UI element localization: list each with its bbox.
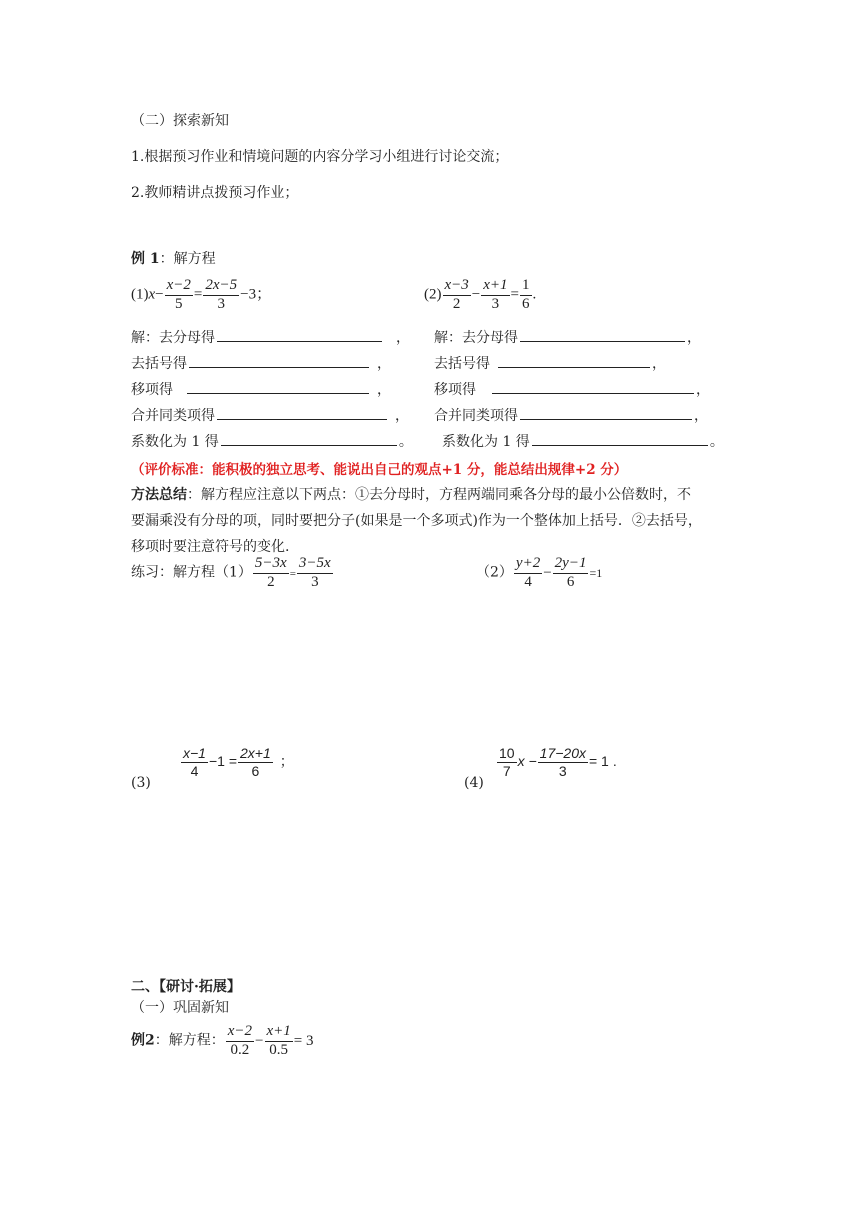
comma: ， — [652, 356, 666, 372]
comma: ， — [377, 356, 391, 372]
problem-3-equation — [180, 746, 294, 778]
eq2-equals: = — [510, 286, 519, 303]
practice-2 — [476, 556, 602, 591]
right-step-5 — [442, 431, 724, 451]
practice-2-label: （2） — [476, 564, 513, 581]
left-step-5 — [131, 431, 413, 451]
right-step-4 — [434, 405, 708, 425]
eq1-f2-num: 2x−5 — [203, 278, 239, 296]
right-step-3-label: 移项得 — [434, 382, 476, 398]
method-label: 方法总结 — [131, 487, 187, 503]
ex2-minus: − — [255, 1032, 264, 1049]
practice-2-fraction-1 — [514, 556, 542, 591]
eq2-f1-den: 2 — [452, 295, 461, 312]
ex2-f1-den: 0.2 — [230, 1041, 250, 1058]
right-step-5-label: 系数化为 1 得 — [442, 434, 530, 450]
eq2-fraction-3 — [520, 278, 532, 313]
example-1-heading — [131, 248, 216, 268]
example-1-text: ：解方程 — [159, 251, 216, 267]
comma: ， — [395, 408, 409, 424]
eq1-fraction-2 — [203, 278, 239, 313]
right-step-2-label: 去括号得 — [434, 356, 490, 372]
eq1-f2-den: 3 — [217, 295, 226, 312]
left-step-3-label: 移项得 — [131, 382, 173, 398]
p4-fraction-2 — [538, 746, 588, 778]
problem-4-equation — [496, 746, 617, 778]
eq2-prefix: (2) — [424, 286, 442, 303]
comma: ， — [694, 408, 708, 424]
left-step-2-label: 去括号得 — [131, 356, 187, 372]
comma: ， — [687, 330, 701, 346]
q1-num: y+2 — [514, 556, 542, 574]
ex2-f2-num: x+1 — [265, 1024, 293, 1042]
left-step-3 — [131, 379, 391, 399]
comma: ， — [377, 382, 391, 398]
p3-fraction-1 — [181, 746, 208, 778]
p4-f2-num: 17−20x — [539, 745, 586, 761]
p2-num: 3−5x — [297, 556, 333, 574]
right-step-1-label: 解：去分母得 — [434, 330, 518, 346]
problem-4-label: (4) — [464, 775, 484, 791]
method-text-1: ：解方程应注意以下两点：①去分母时，方程两端同乘各分母的最小公倍数时，不 — [187, 487, 691, 503]
left-step-1 — [131, 327, 410, 347]
q1-den: 4 — [524, 573, 532, 590]
right-step-1 — [434, 327, 701, 347]
step-2: 2.教师精讲点拨预习作业； — [131, 185, 299, 201]
eq1-fraction-1 — [165, 278, 193, 313]
example-2-text: ：解方程： — [154, 1032, 225, 1049]
left-step-1-label: 解：去分母得 — [131, 330, 215, 346]
answer-blank[interactable] — [217, 418, 387, 420]
comma: ， — [396, 330, 410, 346]
p4-x: x − — [517, 752, 537, 769]
problem-3-label: (3) — [131, 775, 151, 791]
left-step-4-label: 合并同类项得 — [131, 408, 215, 424]
p1-num: 5−3x — [253, 556, 289, 574]
p4-f1-num: 10 — [499, 745, 515, 761]
eq2-f2-num: x+1 — [481, 278, 509, 296]
eq2-minus: − — [471, 286, 481, 303]
eq1-f1-den: 5 — [175, 295, 183, 312]
ex2-rhs: = 3 — [293, 1032, 314, 1049]
q2-den: 6 — [566, 573, 575, 590]
p1-den: 2 — [267, 573, 275, 590]
answer-blank[interactable] — [221, 444, 397, 446]
answer-blank[interactable] — [532, 444, 708, 446]
step-1: 1.根据预习作业和情境问题的内容分学习小组进行讨论交流； — [131, 149, 509, 165]
eq2-tail: . — [532, 286, 537, 303]
eq2-f3-den: 6 — [522, 295, 530, 312]
section-2-heading: 二、【研讨·拓展】 — [131, 979, 241, 995]
answer-blank[interactable] — [217, 340, 382, 342]
p3-tail: ； — [279, 752, 294, 769]
practice-1-equals: = — [289, 567, 296, 580]
answer-blank[interactable] — [520, 340, 685, 342]
equation-2 — [424, 278, 536, 313]
answer-blank[interactable] — [492, 392, 694, 394]
eq2-f3-num: 1 — [520, 278, 532, 296]
p3-middle: −1 = — [208, 752, 237, 769]
practice-1-fraction-2 — [297, 556, 333, 591]
practice-2-rhs: =1 — [589, 565, 603, 580]
answer-blank[interactable] — [187, 392, 369, 394]
answer-blank[interactable] — [498, 366, 650, 368]
section-explore: （二）探索新知 — [131, 113, 229, 129]
period: 。 — [709, 434, 724, 450]
q2-num: 2y−1 — [553, 556, 589, 574]
eq2-f2-den: 3 — [491, 295, 500, 312]
right-step-4-label: 合并同类项得 — [434, 408, 518, 424]
consolidate-heading: （一）巩固新知 — [131, 1000, 229, 1016]
left-step-2 — [131, 353, 391, 373]
eq1-prefix: (1) — [131, 286, 149, 303]
period: 。 — [398, 434, 413, 450]
ex2-f2-den: 0.5 — [269, 1041, 289, 1058]
right-step-3 — [434, 379, 710, 399]
p3-f2-den: 6 — [251, 762, 260, 779]
p3-f1-den: 4 — [190, 762, 199, 779]
practice-line — [131, 556, 334, 591]
p4-f1-den: 7 — [502, 762, 511, 779]
example-1-label: 例 1 — [131, 251, 160, 267]
p3-fraction-2 — [238, 746, 273, 778]
eq2-fraction-1 — [443, 278, 471, 313]
right-step-2 — [434, 353, 666, 373]
method-line-3: 移项时要注意符号的变化. — [131, 539, 290, 555]
answer-blank[interactable] — [520, 418, 692, 420]
eq1-f1-num: x−2 — [165, 278, 193, 296]
practice-1-fraction-1 — [253, 556, 289, 591]
left-step-5-label: 系数化为 1 得 — [131, 434, 219, 450]
p4-f2-den: 3 — [558, 762, 567, 779]
p4-rhs: = 1 — [588, 752, 609, 769]
ex2-fraction-1 — [226, 1024, 254, 1059]
p3-f2-num: 2x+1 — [240, 745, 271, 761]
equation-1 — [131, 278, 271, 313]
p4-fraction-1 — [497, 746, 517, 778]
eq1-equals: = — [193, 286, 203, 303]
left-step-4 — [131, 405, 409, 425]
example-2 — [131, 1024, 314, 1059]
eq1-minus: − — [155, 286, 164, 303]
method-line-2: 要漏乘没有分母的项，同时要把分子(如果是一个多项式)作为一个整体加上括号．②去括号， — [131, 513, 702, 529]
eq1-tail: −3； — [240, 286, 272, 303]
ex2-f1-num: x−2 — [226, 1024, 254, 1042]
eq2-f1-num: x−3 — [443, 278, 471, 296]
method-line-1 — [131, 484, 691, 504]
p4-tail: . — [612, 752, 617, 769]
answer-blank[interactable] — [189, 366, 369, 368]
eq2-fraction-2 — [481, 278, 509, 313]
practice-2-fraction-2 — [553, 556, 589, 591]
eq1-x: x — [148, 286, 156, 303]
evaluation-criteria: （评价标准：能积极的独立思考、能说出自己的观点+1 分，能总结出规律+2 分） — [131, 462, 628, 478]
example-2-label: 例2 — [131, 1032, 155, 1049]
p2-den: 3 — [311, 573, 319, 590]
comma: ， — [696, 382, 710, 398]
practice-label: 练习：解方程（1） — [131, 564, 252, 581]
p3-f1-num: x−1 — [183, 745, 206, 761]
practice-2-minus: − — [543, 564, 552, 581]
ex2-fraction-2 — [265, 1024, 293, 1059]
